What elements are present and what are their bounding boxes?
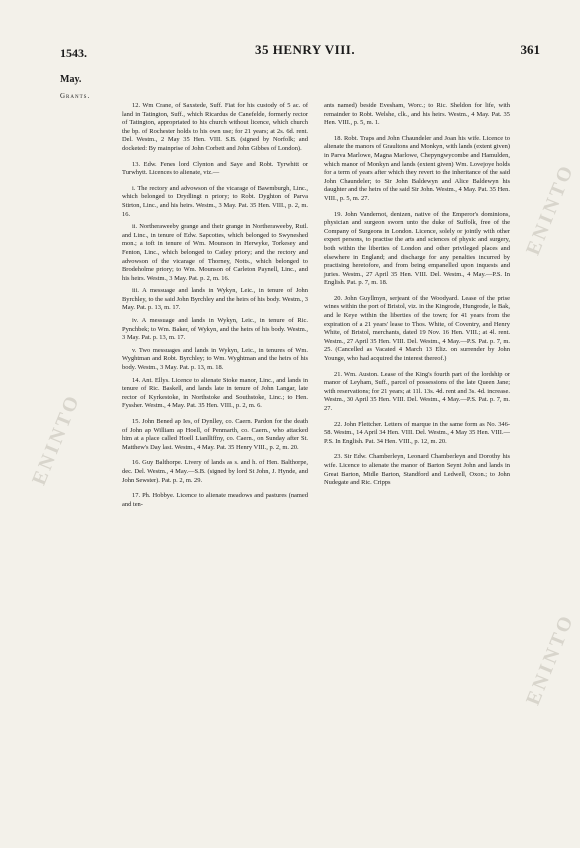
page-year: 1543. (60, 46, 87, 60)
left-column (122, 102, 308, 516)
page-number: 361 (520, 42, 540, 57)
entry-paragraph: 12. Wm Crane, of Saxstede, Suff. Fiat for his custody of 5 ac. of land in Tatington, Suff., which Ricardus de Canefelde, formerly rector of Tatington, appropriated to his church without licence, which church the bp. of Rochester holds to his own use; for 21 years; at 2s. 6d. rent. Del. Westm., 2 May 35 Hen. VIII. S.B. (signed by Norfolk; and docketed: By mainprise of John Corbett and John Gibbes of London). (122, 102, 308, 152)
entry-paragraph: 20. John Guyllmyn, serjeant of the Woodyard. Lease of the prise wines within the port of Bristol, viz. in the Kingrode, Hungrode, le Bak, and le Keye within the liberties of the town; for 41 years from the expiration of a 21 years' lease to Thos. White, of Coventry, and Henry White, of Bristol, merchants, dated 19 Nov. 16 Hen. VIII.; at 4l. rent. Westm., 27 April 35 Hen. VIII. Del. Westm., 4 May.—P.S. Pat. p. 7, m. 25. (Cancelled as Vacated 4 March 13 Eliz. on surrender by John Younge, who had acquired the interest thereof.) (324, 294, 510, 363)
entry-paragraph: 17. Ph. Hobbye. Licence to alienate meadows and pastures (named and ten- (122, 492, 308, 508)
entry-paragraph: ants named) beside Evesham, Worc.; to Ric. Sheldon for life, with remainder to Robt. Welshe, clk., and his heirs. Westm., 4 May. Pat. 35 Hen. VIII., p. 5, m. 1. (324, 102, 510, 127)
watermark-left: ENINTO (28, 390, 85, 489)
entry-paragraph: 19. John Vandernot, denizen, native of the Emperor's dominions, physician and surgeon sworn unto the duke of Suffolk, free of the Company of Surgeons in London. Licence, solely or jointly with other expert persons, to practise the arts and sciences of physic and surgery, both within the liberties of London and other privileged places and elsewhere in England; and discharge for any penalties incurred by practising heretofore, and from being empanelled upon inquests and juries. Westm., 27 April 35 Hen. VIII. Del. Westm., 4 May.—P.S. In English. Pat. p. 7, m. 18. (324, 210, 510, 287)
page-header (60, 38, 540, 58)
entry-paragraph: v. Two messuages and lands in Wykyn, Leic., in tenures of Wm. Wyghtman and Robt. Byrchley; to Wm. Wyghtman and the heirs of his body. Westm., 3 May. Pat. p. 13, m. 18. (122, 346, 308, 372)
watermark-right: ENINTO (522, 160, 579, 259)
entry-paragraph: 21. Wm. Auston. Lease of the King's fourth part of the lordship or manor of Leyham, Suff., parcel of possessions of the late Queen Jane; with reservations; for 21 years; at 11l. 13s. 4d. rent and 3s. 4d. increase. Westm., 30 April 35 Hen. VIII. Del. Westm., 4 May.—P.S. Pat. p. 7, m. 27. (324, 370, 510, 412)
entry-paragraph: 23. Sir Edw. Chamberleyn, Leonard Chamberleyn and Dorothy his wife. Licence to alienate the manor of Barton Seynt John and lands in Great Barton, Midle Barton, Standford and Ledwell, Oxon.; to John Nudegate and Ric. Cripps (324, 453, 510, 487)
watermark-right-lower: ENINTO (522, 610, 579, 709)
entry-paragraph: iv. A messuage and lands in Wykyn, Leic., in tenure of Ric. Pynchbek; to Wm. Baker, of Wykyn, and the heirs of his body. Westm., 3 May. Pat. p. 13, m. 17. (122, 317, 308, 342)
entry-paragraph: i. The rectory and advowson of the vicarage of Bawmburgh, Linc., which belonged to Drydlingt n priory; to Robt. Dyghton of Parva Stirton, Linc., and his heirs. Westm., 3 May. Pat. 35 Hen. VIII., p. 2, m. 16. (122, 184, 308, 218)
entry-paragraph: 16. Guy Balthorpe. Livery of lands as s. and h. of Hen. Balthorpe, dec. Del. Westm., 4 May.—S.B. (signed by lord St John, J. Hynde, and John Sewster). Pat. p. 2, m. 29. (122, 459, 308, 484)
entry-paragraph: 18. Robt. Traps and John Chaundeler and Joan his wife. Licence to alienate the manors of Graultons and Monkyn, with lands (extent given) in Parva Marlowe, Magna Marlowe, Chepyngwycombe and Hamulden, which manor of Monkyn and lands (extent given) Wm. Lovejoye holds for a term of years after which they revert to the inheritance of the said John Chaundeler; to Sir John Baldewyn and Alice Baldewyn his daughter and the heirs of the said Sir John. Westm., 4 May. Pat. 35 Hen. VIII., p. 5, m. 27. (324, 134, 510, 202)
entry-paragraph: 15. John Bened ap Ies, of Dynlley, co. Caern. Pardon for the death of John ap William ap Hoell, of Penmarth, co. Caern., who attacked him at a place called Hoell Lianlliffny, co. Caern., on Sunday after St. Matthew's Day last. Westm., 4 May. Pat. 35 Henry VIII., p. 2, m. 20. (122, 418, 308, 451)
margin-label: Grants. (60, 92, 91, 100)
right-column (324, 102, 510, 495)
margin-month: May. (60, 74, 82, 85)
entry-paragraph: ii. Northeraweeby grange and their grange in Northeraweeby, Rutl. and Linc., in tenure of Edw. Sapcottes, which belonged to Swyneshed mon.; a toft in tenure of Wm. Mounson in Herwyke, Torkesey and Fenton, Linc., which belonged to Catley priory; and the rectory and advowson of the vicarage of Thorney, Notts., which belonged to Brodeholme priory; to Wm. Mounson of Carleton Paynell, Linc., and his heirs. Westm., 3 May. Pat. p. 2, m. 16. (122, 223, 308, 282)
entry-paragraph: 14. Ant. Ellys. Licence to alienate Stoke manor, Linc., and lands in tenure of Ric. Baskell, and lands late in tenure of John Langar, late rector of Kyrkestoke, in Northstoke and Southstoke, Linc.; to Hen. Fyssher. Westm., 4 May. Pat. 35 Hen. VIII., p. 2, m. 6. (122, 376, 308, 410)
entry-paragraph: 13. Edw. Fenes lord Clynton and Saye and Robt. Tyrwhitt or Turwhytt. Licences to alienate, viz.— (122, 160, 308, 177)
entry-paragraph: iii. A messuage and lands in Wykyn, Leic., in tenure of John Byrchley, to the said John Byrchley and the heirs of his body. Westm., 3 May. Pat. p. 13, m. 17. (122, 287, 308, 312)
entry-paragraph: 22. John Flettcher. Letters of marque in the same form as No. 346-58. Westm., 14 April 34 Hen. VIII. Del. Westm., 4 May 35 Hen. VIII.—P.S. In English. Pat. 34 Hen. VIII., p. 12, m. 20. (324, 420, 510, 445)
page-title: 35 HENRY VIII. (255, 42, 356, 57)
